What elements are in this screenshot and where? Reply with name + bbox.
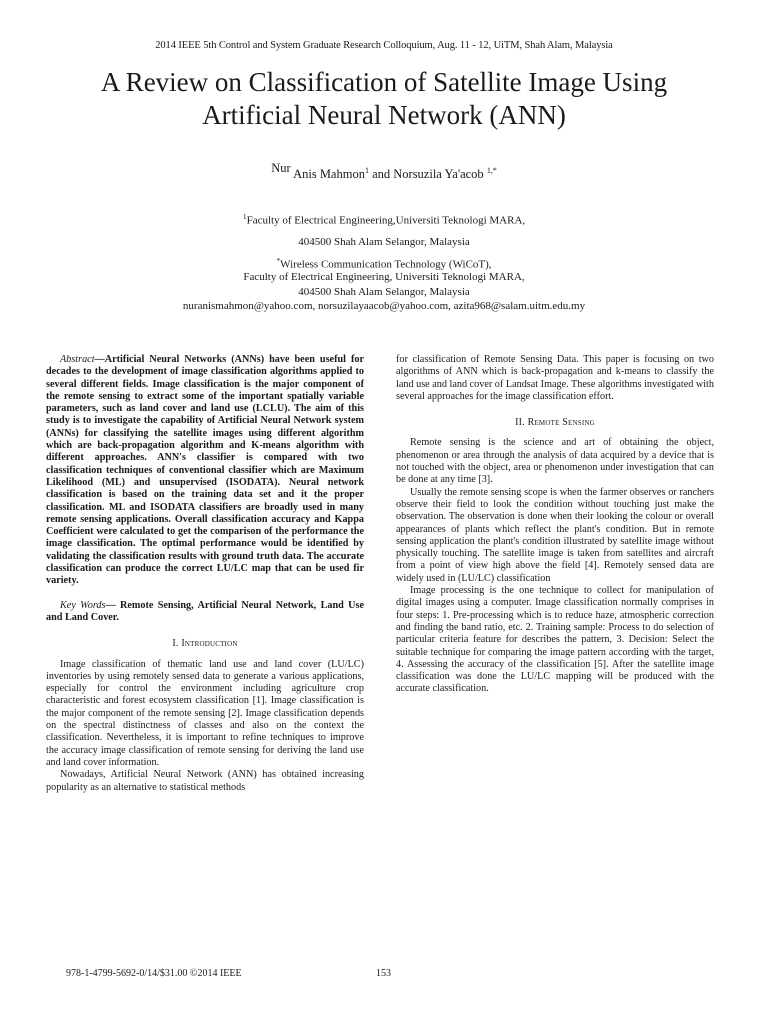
remote-sensing-paragraph-1: Remote sensing is the science and art of obtaining the object, phenomenon or area through the analysis of data acquired by a device that is not touched with the object, area or phenomenon under investigation that can be done at any time [3]. <box>396 437 714 486</box>
author-first-sup: 1 <box>364 166 369 175</box>
conference-header: 2014 IEEE 5th Control and System Graduate Research Colloquium, Aug. 11 - 12, UiTM, Shah Alam, Malaysia <box>155 40 613 51</box>
abstract-dash: — <box>94 354 105 365</box>
remote-sensing-paragraph-3: Image processing is the one technique to collect for manipulation of digital images using a computer. Image classification normally comprises in four steps: 1. Pre-processing which is to reduce haze, atmospheric correction and finding the band ratio, etc. 2. Training sample: Process to do selection of particular criteria feature for describes the pattern, 3. Decision: Select the suitable technique for comparing the image pattern according with the target, 4. Assessing the accuracy of the classification [5]. After the satellite image classification was done the LU/LC mapping will be produced with the accurate classification. <box>396 585 714 695</box>
author-emails: nuranismahmon@yahoo.com, norsuzilayaacob@yahoo.com, azita968@salam.uitm.edu.my <box>182 300 586 312</box>
affiliation-1-line-1 <box>0 212 768 227</box>
keywords-dash: — <box>105 599 116 611</box>
intro-paragraph-1: Image classification of thematic land use and land cover (LU/LC) inventories by using remotely sensed data to generate a various applications, especially for control the environment including agriculture crop characteristic and forest ecosystem classification [1]. Image classification is the major component of the remote sensing [2]. Image classification depends on the spectral distinctness of classes and also on the context the classification. Nevertheless, it is important to refine techniques to improve the accuracy image classification of remote sensing for deriving the land use and land cover information. <box>46 658 364 768</box>
right-column <box>396 354 714 696</box>
keywords <box>46 600 364 625</box>
keywords-label: Key Words <box>60 599 106 611</box>
author-line <box>0 161 768 182</box>
section-heading-introduction: I. Introduction <box>172 638 238 650</box>
abstract <box>46 354 364 588</box>
page-number: 153 <box>376 968 391 979</box>
left-column <box>46 354 364 794</box>
section-heading-remote-sensing: II. Remote Sensing <box>515 417 595 429</box>
right-paragraph-0: for classification of Remote Sensing Data. This paper is focusing on two algorithms of ANN which is back-propagation and k-means to classify the land use and land cover of Landsat Image. These algorithms investigated with several approaches for the image classification effort. <box>396 354 714 402</box>
title-line-2: Artificial Neural Network (ANN) <box>202 100 566 130</box>
paper-title <box>30 66 738 132</box>
intro-paragraph-2: Nowadays, Artificial Neural Network (ANN) has obtained increasing popularity as an alternative to statistical methods <box>46 769 364 793</box>
author-first-rest: Anis Mahmon <box>293 167 365 182</box>
affiliation-1-text: Faculty of Electrical Engineering,Universiti Teknologi MARA, <box>246 214 526 227</box>
affiliation-2-text: Wireless Communication Technology (WiCoT), <box>280 258 492 271</box>
title-line-1: A Review on Classification of Satellite Image Using <box>100 67 668 97</box>
affiliation-1-line-2: 404500 Shah Alam Selangor, Malaysia <box>298 236 470 248</box>
affiliation-1-sup: 1 <box>242 212 247 221</box>
abstract-text: Artificial Neural Networks (ANNs) have been useful for decades to the development of image classification algorithms applied to several different fields. Image classification is the major component of the remote sensing to extract some of the important spatially variable parameters, such as land cover and land use (LCLU). The aim of this study is to investigate the capability of Artificial Neural Network system (ANNs) for classifying the satellite images using different algorithm which are back-propagation algorithm and K-means algorithm with different approaches. ANN's classifier is compared with two classification techniques of conventional classifier which are Maximum Likelihood (ML) and unsupervised (ISODATA). Neural network classification is based on the training data set and it the proper classification. ML and ISODATA classifiers are broadly used in many remote sensing applications. Overall classification accuracy and Kappa Coefficient were calculated to get the comparison of the performance the image classification. The optimal performance would be identified by validating the classification results with ground truth data. The accurate classification can produce the correct LU/LC map that can be used fir variety. <box>46 354 364 587</box>
keywords-text: Remote Sensing, Artificial Neural Network, Land Use and Land Cover. <box>46 599 364 623</box>
author-second: and Norsuzila Ya'acob <box>372 167 484 182</box>
abstract-label: Abstract <box>60 354 95 365</box>
remote-sensing-paragraph-2: Usually the remote sensing scope is when the farmer observes or ranchers observe their field to look the condition without touching just make the observation. The observation is done when their looking the colour or overall appearances of plants which reflect the plant's condition. But in remote sensing application the plant's condition illustrated by satellite image without physically touching. The satellite image is taken from satellites and aircraft from a point of view high above the field [4]. Remotely sensed data are widely used in (LU/LC) classification <box>396 486 714 584</box>
affiliation-2-line-2: Faculty of Electrical Engineering, Universiti Teknologi MARA, <box>243 271 525 283</box>
affiliation-2-line-3: 404500 Shah Alam Selangor, Malaysia <box>298 286 470 298</box>
affiliation-2-sup: * <box>276 256 281 265</box>
affiliation-2-line-1 <box>0 256 768 271</box>
footer-isbn: 978-1-4799-5692-0/14/$31.00 ©2014 IEEE <box>66 968 242 979</box>
author-second-sup: 1,* <box>486 166 497 175</box>
author-first-name: Nur <box>271 161 291 176</box>
